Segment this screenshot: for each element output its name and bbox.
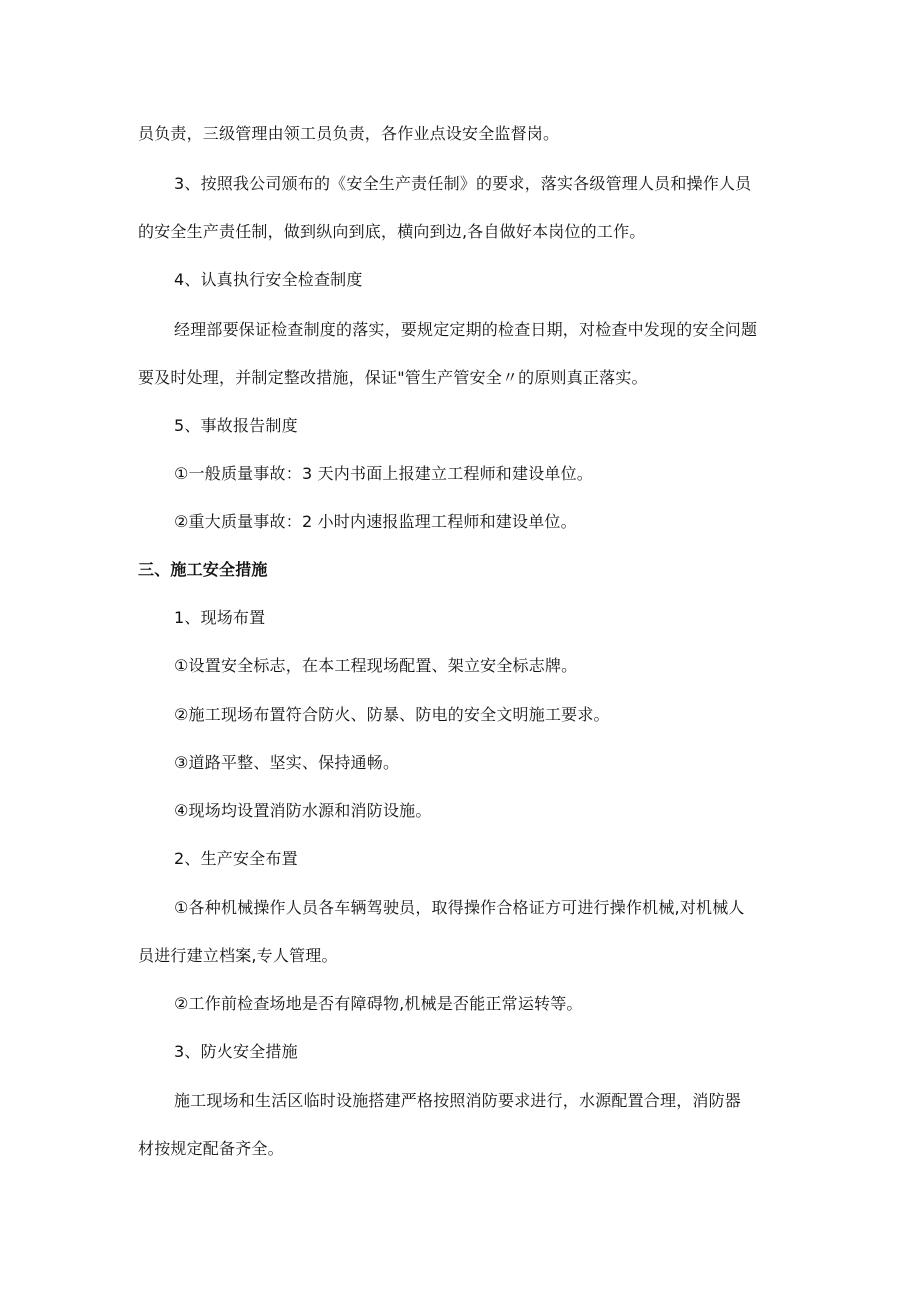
text-line: 3、按照我公司颁布的《安全生产责任制》的要求，落实各级管理人员和操作人员 — [174, 174, 752, 193]
text-line: 员进行建立档案,专人管理。 — [138, 946, 338, 965]
list-item: ②重大质量事故：2 小时内速报监理工程师和建设单位。 — [174, 512, 577, 531]
list-item: ①一般质量事故：3 天内书面上报建立工程师和建设单位。 — [174, 464, 594, 483]
section-subheading: 3、防火安全措施 — [174, 1042, 298, 1061]
text-line: 施工现场和生活区临时设施搭建严格按照消防要求进行，水源配置合理，消防器 — [174, 1091, 742, 1110]
section-subheading: 1、现场布置 — [174, 608, 266, 627]
text-line: 经理部要保证检查制度的落实，要规定定期的检查日期，对检查中发现的安全问题 — [174, 320, 758, 339]
text-line: 员负责，三级管理由领工员负责，各作业点设安全监督岗。 — [138, 124, 560, 143]
text-line: 的安全生产责任制，做到纵向到底，横向到边,各自做好本岗位的工作。 — [138, 222, 646, 241]
section-subheading: 4、认真执行安全检查制度 — [174, 270, 363, 289]
section-heading: 三、施工安全措施 — [138, 560, 268, 579]
section-subheading: 2、生产安全布置 — [174, 849, 298, 868]
list-item: ②工作前检查场地是否有障碍物,机械是否能正常运转等。 — [174, 994, 583, 1013]
list-item: ①设置安全标志，在本工程现场配置、架立安全标志牌。 — [174, 656, 578, 675]
text-line: 材按规定配备齐全。 — [138, 1139, 284, 1158]
list-item: ④现场均设置消防水源和消防设施。 — [174, 801, 432, 820]
section-subheading: 5、事故报告制度 — [174, 416, 298, 435]
list-item: ①各种机械操作人员各车辆驾驶员，取得操作合格证方可进行操作机械,对机械人 — [174, 898, 745, 917]
text-line: 要及时处理，并制定整改措施，保证"管生产管安全〃的原则真正落实。 — [138, 368, 648, 387]
list-item: ②施工现场布置符合防火、防暴、防电的安全文明施工要求。 — [174, 705, 610, 724]
list-item: ③道路平整、坚实、保持通畅。 — [174, 753, 400, 772]
